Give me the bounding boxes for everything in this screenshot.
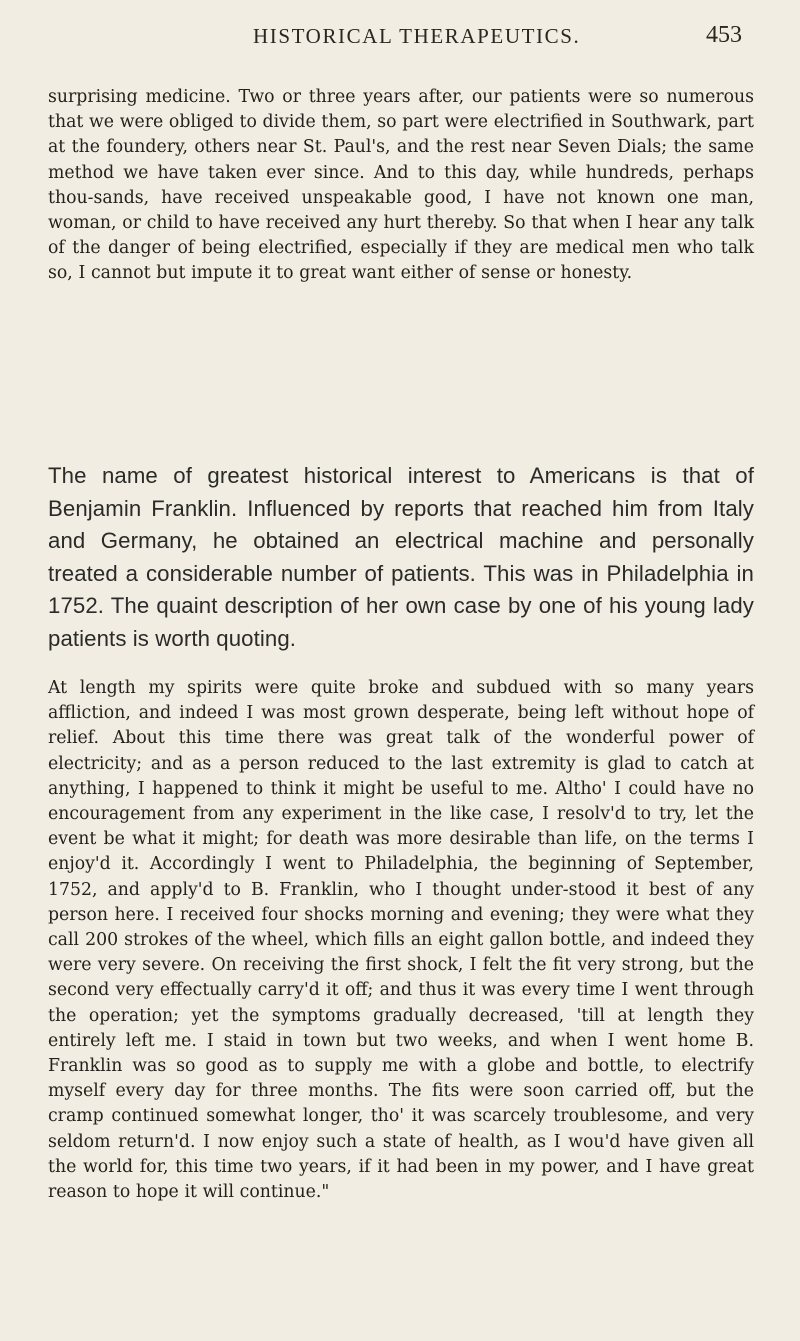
- page-number: 453: [706, 22, 742, 48]
- paragraph-continuation: surprising medicine. Two or three years after, our patients were so numerous that we were obliged to divide them, so part were electrified in Southwark, part at the foundery, others near St. Paul's, and the rest near Seven Dials; the same method we have taken ever since. And to this day, while hundreds, perhaps thou-sands, have received unspeakable good, I have not known one man, woman, or child to have received any hurt thereby. So that when I hear any talk of the danger of being electrified, especially if they are medical men who talk so, I cannot but impute it to great want either of sense or honesty.: [48, 87, 754, 284]
- paragraph-patient-quotation: At length my spirits were quite broke and subdued with so many years affliction, and indeed I was most grown desperate, being left without hope of relief. About this time there was great talk of the wonderful power of electricity; and as a person reduced to the last extremity is glad to catch at anything, I happened to think it might be useful to me. Altho' I could have no encouragement from any experiment in the like case, I resolv'd to try, let the event be what it might; for death was more desirable than life, on the terms I enjoy'd it. Accordingly I went to Philadelphia, the beginning of September, 1752, and apply'd to B. Franklin, who I thought under-stood it best of any person here. I received four shocks morning and evening; they were what they call 200 strokes of the wheel, which fills an eight gallon bottle, and indeed they were very severe. On receiving the first shock, I felt the fit very strong, but the second very effectually carry'd it off; and thus it was every time I went through the operation; yet the symptoms gradually decreased, 'till at length they entirely left me. I staid in town but two weeks, and when I went home B. Franklin was so good as to supply me with a globe and bottle, to electrify myself every day for three months. The fits were soon carried off, but the cramp continued somewhat longer, tho' it was scarcely troublesome, and very seldom return'd. I now enjoy such a state of health, as I wou'd have given all the world for, this time two years, if it had been in my power, and I have great reason to hope it will continue.": [48, 678, 754, 1203]
- running-title: HISTORICAL THERAPEUTICS.: [253, 24, 581, 48]
- running-header: [0, 18, 800, 58]
- paragraph-franklin-intro: The name of greatest historical interest to Americans is that of Benjamin Franklin. Influenced by reports that reached him from Italy and Germany, he obtained an electrical machine and personally treated a considerable number of patients. This was in Philadelphia in 1752. The quaint description of her own case by one of his young lady patients is worth quoting.: [48, 463, 754, 651]
